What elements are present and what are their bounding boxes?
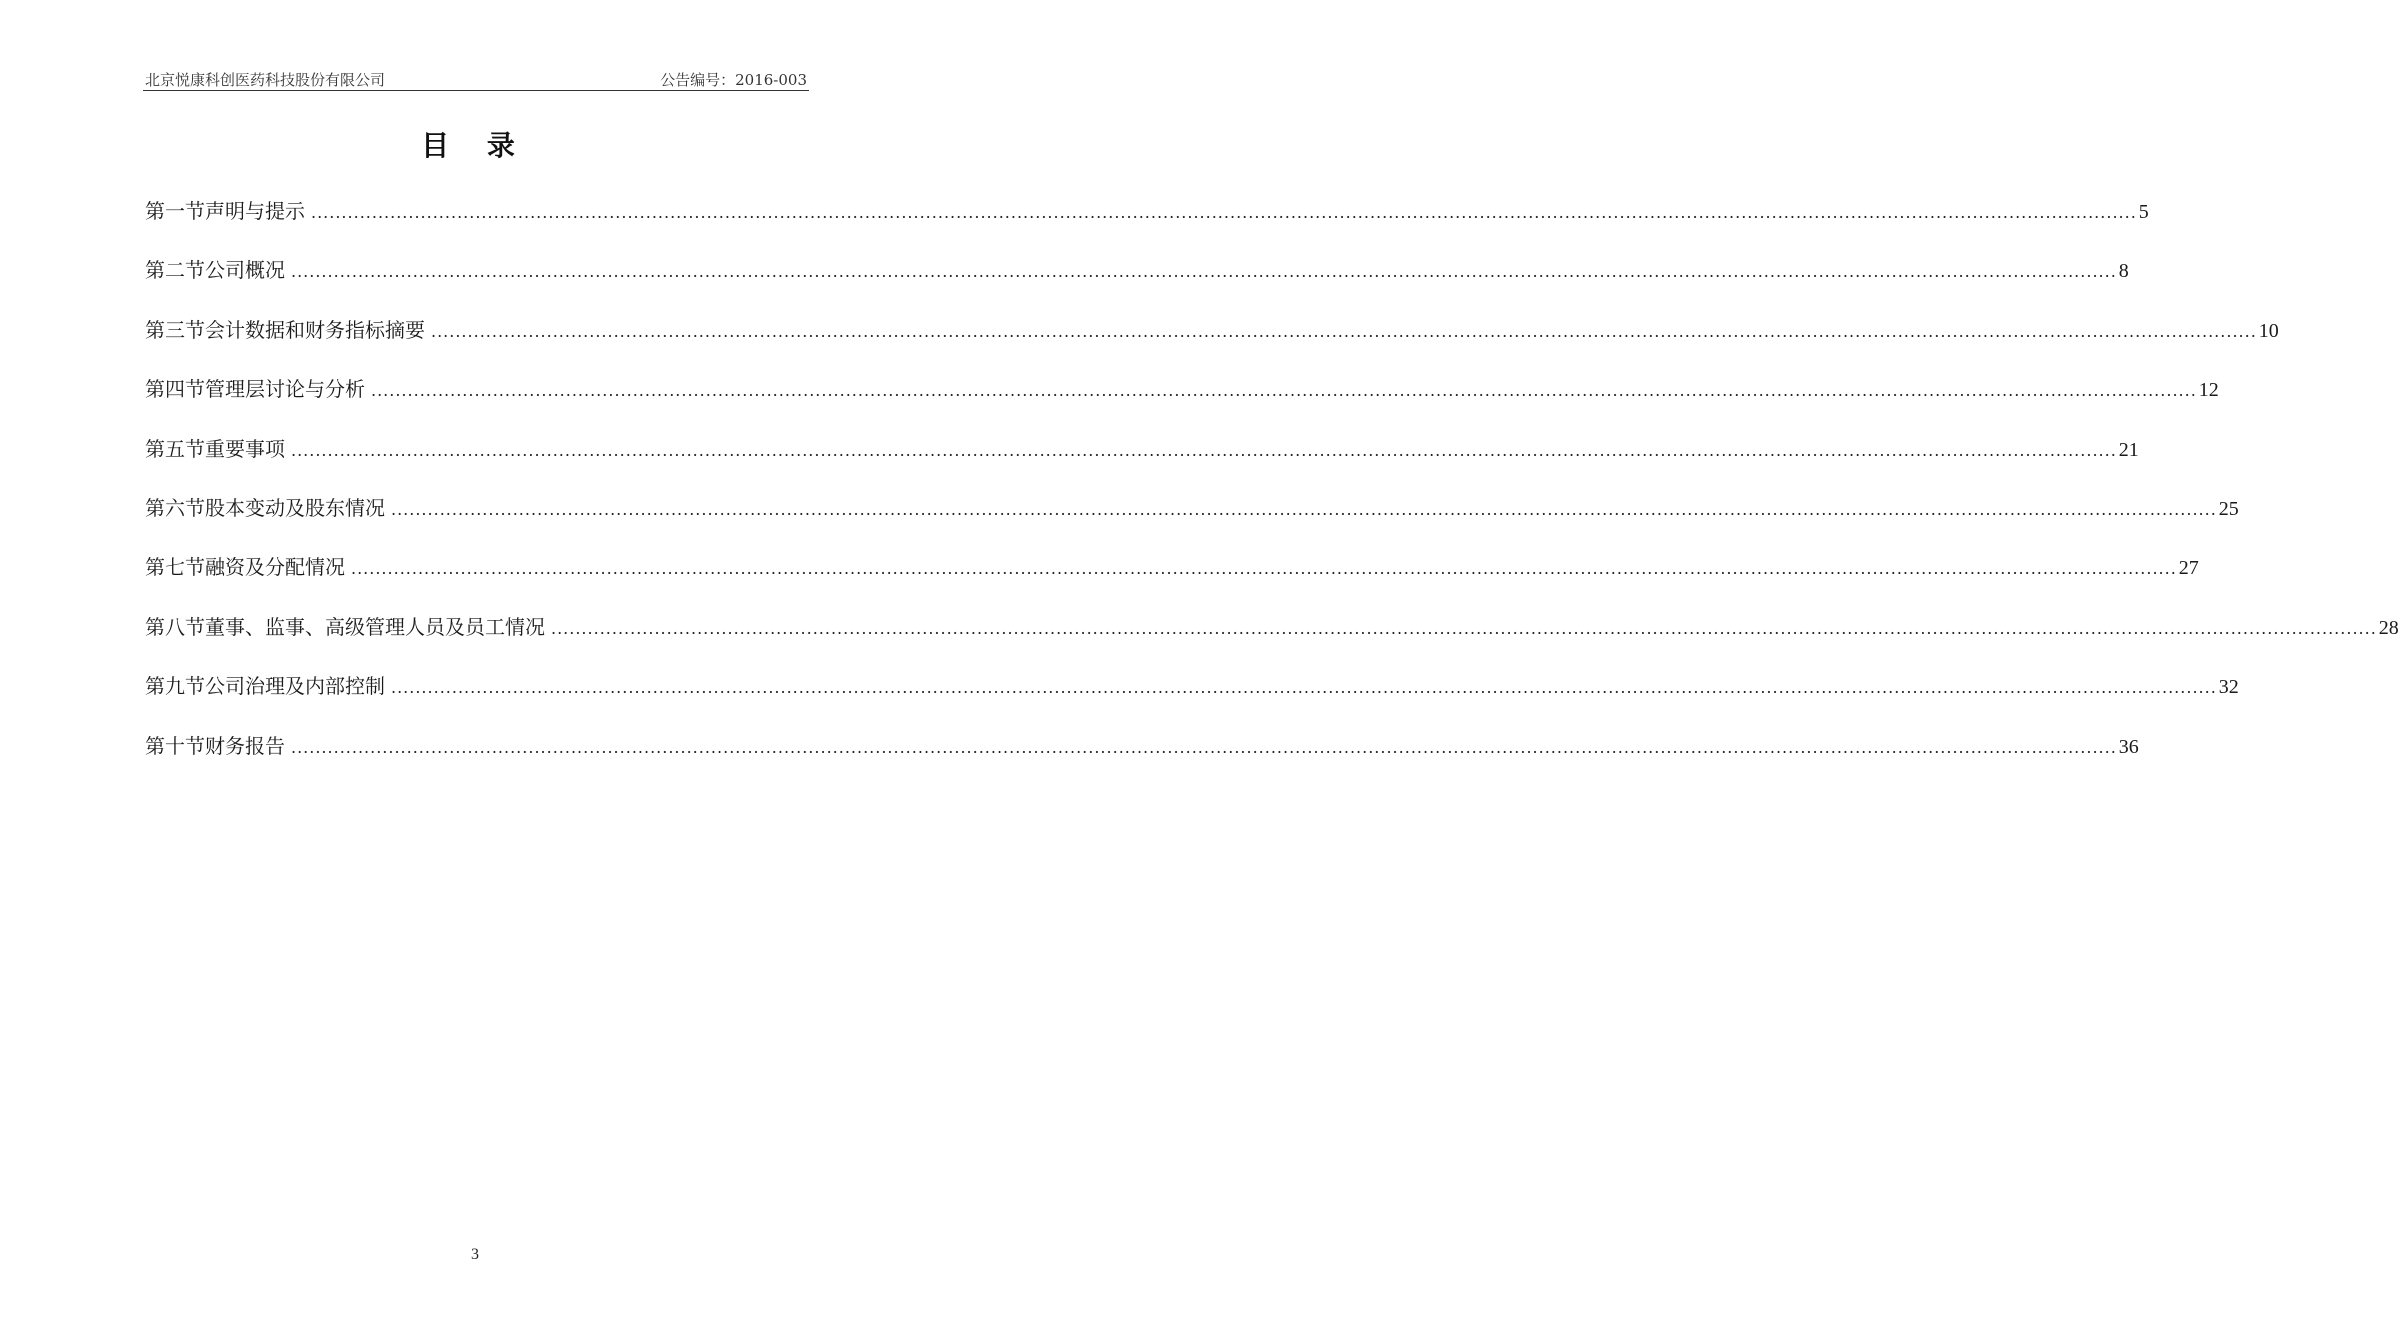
toc-page-number: 8 (2118, 260, 2129, 283)
toc-section-number: 第十节 (145, 733, 205, 758)
toc-section-number: 第三节 (145, 317, 205, 342)
toc-leader-dots: ............................................................................................................................................................................................................................................................................................................ (391, 499, 2217, 519)
toc-item[interactable] (145, 312, 2279, 371)
toc-label: 管理层讨论与分析 (205, 377, 365, 402)
toc-section-number: 第七节 (145, 555, 205, 580)
toc-page-number: 5 (2138, 201, 2149, 223)
page-header (143, 64, 809, 91)
toc-page-number: 10 (2258, 319, 2279, 342)
toc-item[interactable] (145, 490, 2239, 549)
toc-page-number: 36 (2118, 735, 2139, 758)
toc-page-number: 28 (2378, 616, 2399, 639)
toc-leader-dots: ............................................................................................................................................................................................................................................................................................................ (431, 321, 2257, 341)
table-of-contents (145, 193, 2399, 787)
toc-section-number: 第六节 (145, 495, 205, 520)
toc-item[interactable] (145, 371, 2219, 430)
toc-page-number: 27 (2178, 557, 2199, 580)
toc-label: 公司治理及内部控制 (205, 674, 385, 699)
toc-page-number: 25 (2218, 497, 2239, 520)
toc-item[interactable] (145, 728, 2139, 787)
toc-page-number: 12 (2198, 379, 2219, 402)
toc-label: 董事、监事、高级管理人员及员工情况 (205, 614, 545, 639)
toc-section-number: 第五节 (145, 436, 205, 461)
toc-leader-dots: ............................................................................................................................................................................................................................................................................................................ (291, 262, 2117, 282)
toc-label: 财务报告 (205, 733, 285, 758)
toc-item[interactable] (145, 431, 2139, 490)
toc-leader-dots: ............................................................................................................................................................................................................................................................................................................ (391, 678, 2217, 698)
toc-label: 股本变动及股东情况 (205, 495, 385, 520)
toc-section-number: 第一节 (145, 199, 205, 223)
toc-page-number: 21 (2118, 438, 2139, 461)
toc-leader-dots: ............................................................................................................................................................................................................................................................................................................ (311, 203, 2137, 222)
toc-label: 重要事项 (205, 436, 285, 461)
toc-leader-dots: ............................................................................................................................................................................................................................................................................................................ (291, 440, 2117, 460)
toc-section-number: 第四节 (145, 377, 205, 402)
toc-leader-dots: ............................................................................................................................................................................................................................................................................................................ (351, 559, 2177, 579)
toc-item[interactable] (145, 252, 2129, 311)
toc-label: 声明与提示 (205, 199, 305, 223)
toc-leader-dots: ............................................................................................................................................................................................................................................................................................................ (551, 618, 2377, 638)
toc-section-number: 第二节 (145, 258, 205, 283)
toc-title: 目 录 (421, 129, 529, 162)
header-announcement-number: 公告编号：2016-003 (660, 71, 807, 89)
toc-label: 融资及分配情况 (205, 555, 345, 580)
toc-section-number: 第八节 (145, 614, 205, 639)
toc-page-number: 32 (2218, 676, 2239, 699)
toc-leader-dots: ............................................................................................................................................................................................................................................................................................................ (291, 737, 2117, 757)
toc-item[interactable] (145, 668, 2239, 727)
toc-item[interactable] (145, 609, 2399, 668)
toc-label: 公司概况 (205, 258, 285, 283)
toc-item[interactable] (145, 549, 2199, 608)
page-number: 3 (471, 1246, 479, 1263)
toc-leader-dots: ............................................................................................................................................................................................................................................................................................................ (371, 381, 2197, 401)
toc-section-number: 第九节 (145, 674, 205, 699)
toc-label: 会计数据和财务指标摘要 (205, 317, 425, 342)
header-company-name: 北京悦康科创医药科技股份有限公司 (145, 71, 386, 89)
toc-item[interactable] (145, 193, 2149, 252)
